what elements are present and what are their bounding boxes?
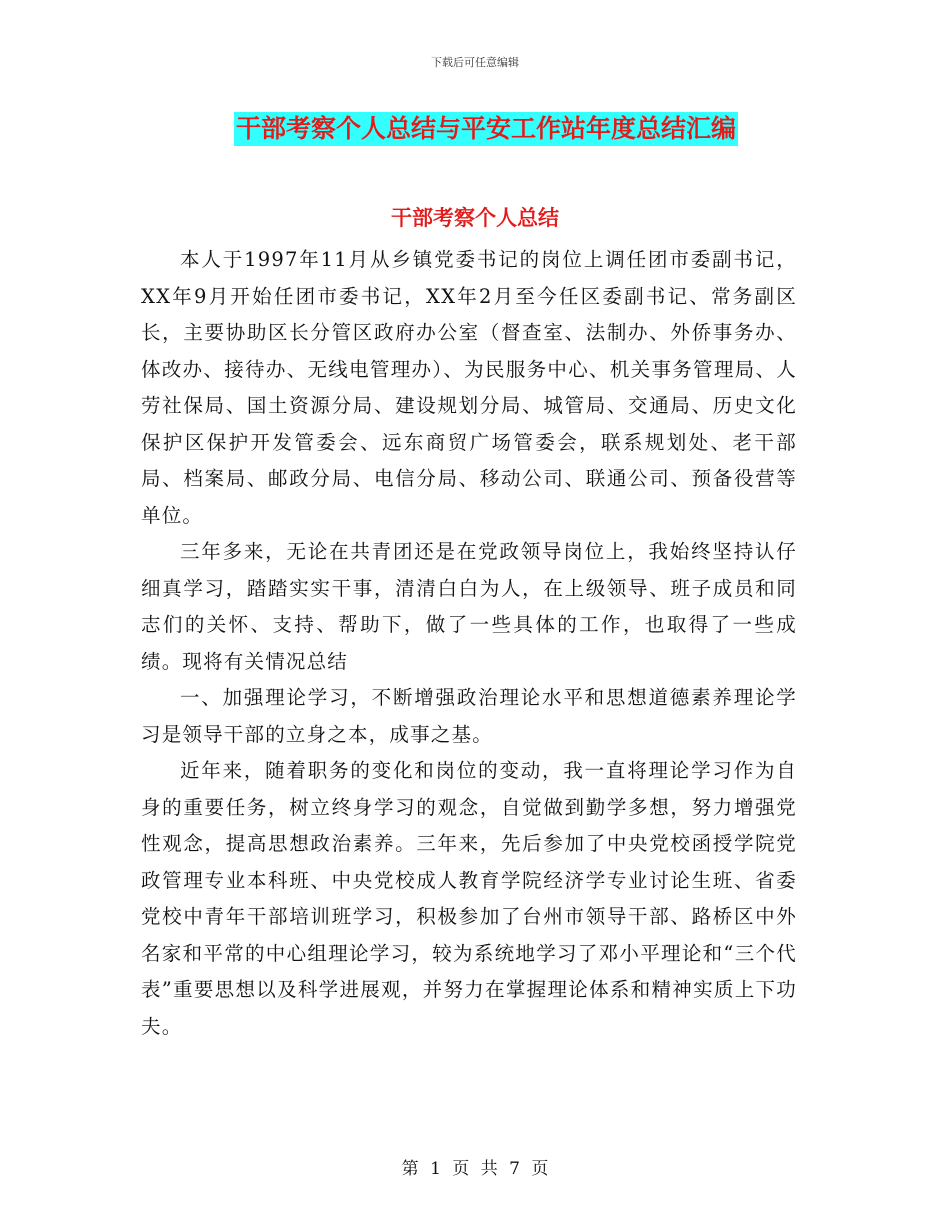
header-note: 下载后可任意编辑 (431, 56, 519, 69)
page-number-footer: 第 1 页 共 7 页 (401, 1159, 549, 1179)
section-title: 干部考察个人总结 (391, 206, 559, 230)
body-paragraph: 本人于1997年11月从乡镇党委书记的岗位上调任团市委副书记，XX年9月开始任团市委书记，XX年2月至今任区委副书记、常务副区长，主要协助区长分管区政府办公室（督查室、法制办、外侨事务办、体改办、接待办、无线电管理办）、为民服务中心、机关事务管理局、人劳社保局、国土资源分局、建设规划分局、城管局、交通局、历史文化保护区保护开发管委会、远东商贸广场管委会，联系规划处、老干部局、档案局、邮政分局、电信分局、移动公司、联通公司、预备役营等单位。 (141, 248, 797, 527)
document-main-title: 干部考察个人总结与平安工作站年度总结汇编 (234, 112, 738, 146)
body-paragraph: 一、加强理论学习，不断增强政治理论水平和思想道德素养理论学习是领导干部的立身之本，成事之基。 (141, 686, 797, 746)
document-body (141, 242, 797, 1045)
body-paragraph: 近年来，随着职务的变化和岗位的变动，我一直将理论学习作为自身的重要任务，树立终身学习的观念，自觉做到勤学多想，努力增强党性观念，提高思想政治素养。三年来，先后参加了中央党校函授学院党政管理专业本科班、中央党校成人教育学院经济学专业讨论生班、省委党校中青年干部培训班学习，积极参加了台州市领导干部、路桥区中外名家和平常的中心组理论学习，较为系统地学习了邓小平理论和“三个代表”重要思想以及科学进展观，并努力在掌握理论体系和精神实质上下功夫。 (141, 759, 797, 1038)
body-paragraph: 三年多来，无论在共青团还是在党政领导岗位上，我始终坚持认仔细真学习，踏踏实实干事，清清白白为人，在上级领导、班子成员和同志们的关怀、支持、帮助下，做了一些具体的工作，也取得了一些成绩。现将有关情况总结 (141, 540, 797, 673)
